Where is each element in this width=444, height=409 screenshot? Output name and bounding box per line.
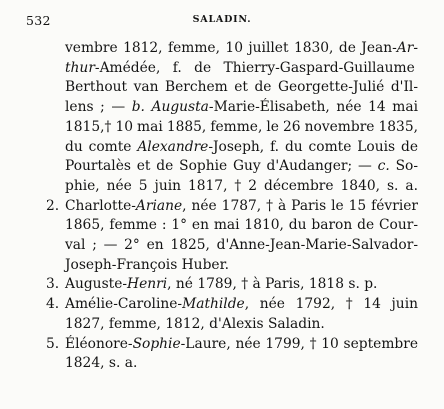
italic-name: Ar- xyxy=(396,40,418,56)
text-run: , née 1792, † 14 juin xyxy=(244,296,418,313)
text-run: val ; — 2° en 1825, d'Anne-Jean-Marie-Salvador- xyxy=(65,237,418,254)
text-line xyxy=(46,157,418,177)
text-run: , née 1787, † à Paris le 15 février xyxy=(182,197,418,214)
text-run: , né 1789, † à Paris, 1818 s. p. xyxy=(167,276,378,293)
page-header xyxy=(0,13,444,29)
text-run: 1815,† 10 mai 1885, femme, le 26 novembre 1835, xyxy=(65,118,418,135)
text-line xyxy=(46,138,418,158)
text-run: du comte xyxy=(65,138,138,155)
text-run: -Laure, née 1799, † 10 septembre xyxy=(180,335,418,352)
italic-name: c. xyxy=(377,158,390,175)
text-line xyxy=(46,59,418,79)
text-run: -Marie-Élisabeth, née 14 mai xyxy=(208,99,418,116)
text-line xyxy=(46,197,418,217)
text-run: Amélie-Caroline- xyxy=(65,296,183,313)
text-run: Auguste- xyxy=(65,276,128,293)
text-run: 1827, femme, 1812, d'Alexis Saladin. xyxy=(65,315,325,332)
running-head: SALADIN. xyxy=(192,14,252,25)
text-run: 1824, s. a. xyxy=(65,355,138,372)
text-line xyxy=(46,216,418,236)
text-line xyxy=(46,118,418,138)
text-line xyxy=(46,78,418,98)
italic-name: thur xyxy=(65,59,95,76)
text-line xyxy=(46,275,418,295)
entry-number: 3. xyxy=(46,276,60,293)
entry-number: 2. xyxy=(46,197,60,214)
text-run: vembre 1812, femme, 10 juillet 1830, de Jean- xyxy=(65,40,397,56)
text-run: 1865, femme : 1° en mai 1810, du baron de Cour- xyxy=(65,217,418,234)
text-run: Joseph-François Huber. xyxy=(65,256,230,273)
italic-name: Alexandre xyxy=(137,138,209,155)
text-line xyxy=(46,315,418,335)
italic-name: Ariane xyxy=(135,197,183,214)
entry-number: 5. xyxy=(46,335,60,352)
text-line xyxy=(46,98,418,118)
entry-number: 4. xyxy=(46,296,60,313)
text-run: -Joseph, f. du comte Louis de xyxy=(208,138,418,155)
text-run: So- xyxy=(389,158,418,175)
text-line xyxy=(46,39,418,59)
text-line xyxy=(46,354,418,374)
genealogy-text xyxy=(46,39,418,374)
text-run: phie, née 5 juin 1817, † 2 décembre 1840, s. a. xyxy=(65,177,418,194)
text-line xyxy=(46,335,418,355)
italic-name: Mathilde xyxy=(182,296,245,313)
text-line xyxy=(46,177,418,197)
page-number: 532 xyxy=(26,13,51,28)
italic-name: Sophie xyxy=(132,335,181,352)
italic-name: b. Augusta xyxy=(131,99,209,116)
text-line xyxy=(46,236,418,256)
text-run: Éléonore- xyxy=(65,335,133,352)
text-run: Charlotte- xyxy=(65,197,136,214)
text-run: Pourtalès et de Sophie Guy d'Audanger; — xyxy=(65,158,378,175)
text-line xyxy=(46,295,418,315)
text-run: -Amédée, f. de Thierry-Gaspard-Guillaume xyxy=(94,59,415,76)
text-line xyxy=(46,256,418,276)
text-run: lens ; — xyxy=(65,99,132,116)
italic-name: Henri xyxy=(127,276,168,293)
text-run: Berthout van Berchem et de Georgette-Julié d'Il- xyxy=(65,79,418,96)
